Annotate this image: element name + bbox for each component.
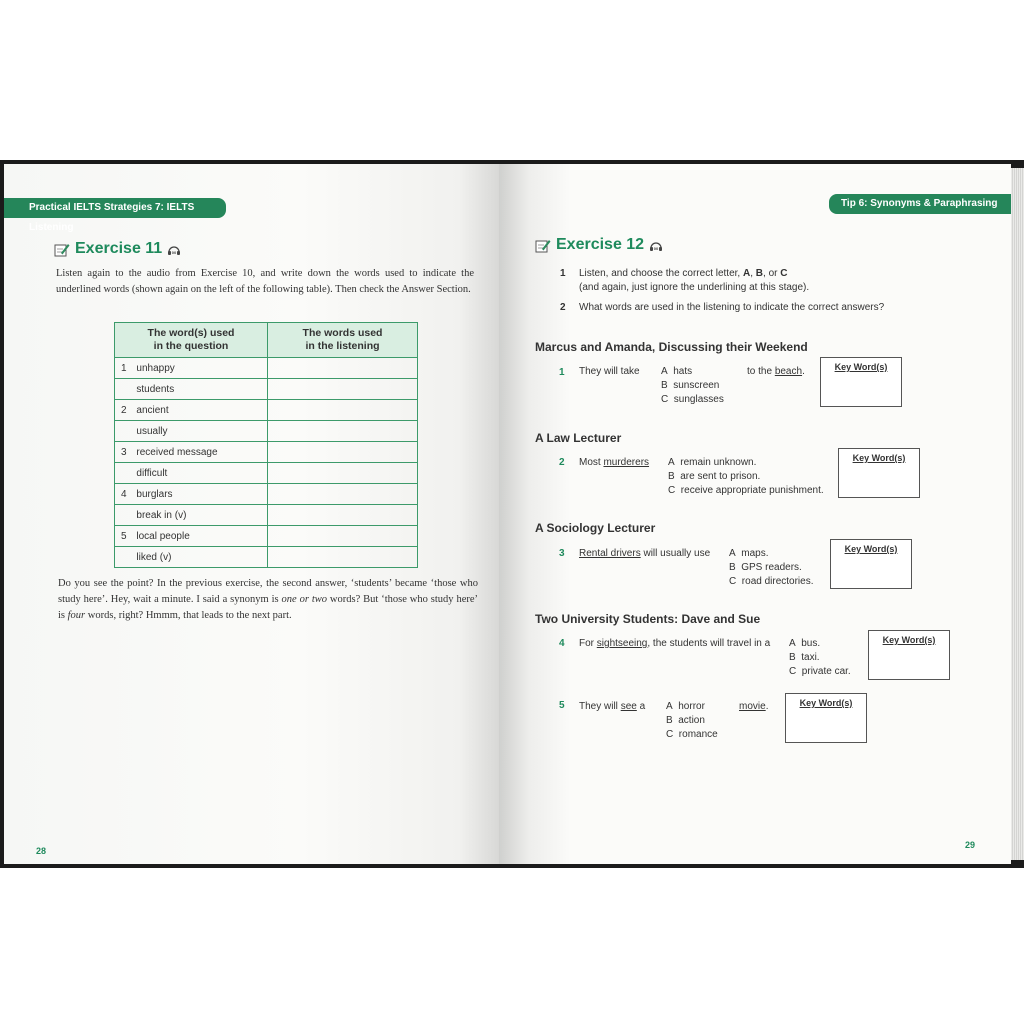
closing-text: words, right? Hmmm, that leads to the next part. [85,610,292,621]
key-words-box-5[interactable] [785,693,867,743]
headphones-cd-icon [649,240,663,251]
row-number: 2 [115,400,133,421]
page-edges [1011,168,1024,860]
q5-option-b[interactable] [666,715,705,726]
row-word: usually [132,421,267,442]
row-number: 4 [115,484,133,505]
instruction-1-line-2: (and again, just ignore the underlining at this stage). [579,282,810,293]
row-word: received message [132,442,267,463]
option-text: remain unknown. [680,457,757,468]
exercise-11-title [54,240,181,258]
underlined-word: sightseeing [596,638,648,649]
row-number: 3 [115,442,133,463]
option-letter: A [666,701,673,712]
q2-option-b[interactable] [668,471,760,482]
key-words-box-3[interactable] [830,539,912,589]
section-title-law-lecturer: A Law Lecturer [535,431,622,445]
closing-emphasis: four [67,610,86,621]
answer-cell[interactable] [268,505,418,526]
option-text: GPS readers. [741,562,802,573]
pencil-note-icon [535,238,551,253]
option-text: horror [678,701,705,712]
after-text: . [802,366,805,377]
q1-option-a[interactable] [661,366,692,377]
option-text: are sent to prison. [680,471,761,482]
closing-text: Do you see the point? In the previous exercise, the second answer, ‘students’ became ‘those who study here’. Hey, wait a minute. I said a synonym is [58,578,478,605]
left-header-banner: Practical IELTS Strategies 7: IELTS Listening [4,198,226,218]
key-words-box-4[interactable] [868,630,950,680]
instruction-2-text: What words are used in the listening to indicate the correct answers? [579,302,885,313]
row-word: unhappy [132,358,267,379]
option-text: bus. [801,638,821,649]
book-spread [0,160,1024,868]
svg-text:00: 00 [653,245,659,251]
row-word: difficult [132,463,267,484]
letter-option: A [742,268,751,279]
underlined-word: see [620,701,637,712]
underlined-word: movie [739,701,766,712]
q1-option-b[interactable] [661,380,719,391]
option-text: taxi. [801,652,820,663]
option-text: road directories. [741,576,814,587]
option-letter: A [668,457,675,468]
stem-text: They will [579,701,621,712]
closing-text: words? But ‘those who study here’ is [58,594,479,621]
row-word: burglars [132,484,267,505]
table-col-question-header [115,323,268,358]
option-letter: B [666,715,673,726]
header-line: in the question [153,340,229,352]
question-3-stem [579,548,710,559]
instruction-1-number: 1 [560,268,566,279]
exercise-11-instructions: Listen again to the audio from Exercise 10, and write down the words used to indicate the underlined words (shown again on the left of the following table). Then check the Answer Section. [56,268,474,295]
table-row [115,547,418,568]
letter-option: C [780,268,788,279]
header-line: The word(s) used [147,327,235,339]
q3-option-c[interactable] [729,576,814,587]
exercise-12-title [535,236,663,254]
key-words-label: Key Word(s) [834,362,888,372]
q3-option-a[interactable] [729,548,768,559]
option-letter: B [661,380,668,391]
stem-text: will usually use [640,548,711,559]
right-page [499,164,1011,864]
key-words-box-1[interactable] [820,357,902,407]
key-words-box-2[interactable] [838,448,920,498]
instruction-text: Listen, and choose the correct letter, [579,268,743,279]
option-letter: A [729,548,736,559]
exercise-11-label: Exercise 11 [75,240,163,257]
option-letter: C [729,576,737,587]
option-letter: A [661,366,668,377]
question-2-stem [579,457,649,468]
option-letter: C [661,394,669,405]
table-row [115,505,418,526]
q5-option-c[interactable] [666,729,718,740]
question-1-after [747,366,805,377]
question-1-number: 1 [559,367,565,378]
table-row [115,421,418,442]
row-word: local people [132,526,267,547]
header-line: The words used [302,327,383,339]
instruction-1-line-1: Listen, and choose the correct letter, A, B, or C [579,268,788,279]
option-text: receive appropriate punishment. [680,485,824,496]
option-text: sunglasses [673,394,724,405]
option-letter: B [789,652,796,663]
q4-option-a[interactable] [789,638,820,649]
row-number: 1 [115,358,133,379]
table-row [115,400,418,421]
row-word: students [132,379,267,400]
option-letter: A [789,638,796,649]
answer-cell[interactable] [268,463,418,484]
q4-option-b[interactable] [789,652,820,663]
key-words-label: Key Word(s) [882,635,936,645]
row-number [115,379,133,400]
q3-option-b[interactable] [729,562,802,573]
option-text: maps. [741,548,769,559]
answer-cell[interactable] [268,442,418,463]
table-col-listening-header [268,323,418,358]
underlined-word: beach [774,366,803,377]
table-row [115,484,418,505]
answer-cell[interactable] [268,421,418,442]
exercise-12-label: Exercise 12 [556,236,645,253]
row-number [115,421,133,442]
row-number [115,463,133,484]
row-number [115,547,133,568]
words-table [114,322,418,568]
question-5-stem [579,701,645,712]
answer-cell[interactable] [268,526,418,547]
q2-option-c[interactable] [668,485,824,496]
instruction-2-number: 2 [560,302,566,313]
key-words-label: Key Word(s) [799,698,853,708]
key-words-label: Key Word(s) [844,544,898,554]
letter-option: B [755,268,764,279]
option-text: sunscreen [673,380,720,391]
closing-emphasis: one or two [281,594,327,605]
option-text: hats [673,366,693,377]
section-title-sociology-lecturer: A Sociology Lecturer [535,521,656,535]
underlined-word: Rental drivers [579,548,641,559]
option-letter: B [729,562,736,573]
answer-cell[interactable] [268,547,418,568]
question-5-number: 5 [559,700,565,711]
closing-paragraph [58,576,478,624]
underlined-word: murderers [603,457,650,468]
q5-option-a[interactable] [666,701,705,712]
option-letter: C [668,485,676,496]
q4-option-c[interactable] [789,666,851,677]
row-number [115,505,133,526]
option-letter: B [668,471,675,482]
question-5-after [739,701,768,712]
table-row [115,358,418,379]
stem-text: , the students will travel in a [647,638,771,649]
option-text: action [678,715,705,726]
header-line: in the listening [305,340,380,352]
table-row [115,463,418,484]
after-text: . [765,701,769,712]
question-4-stem [579,638,770,649]
after-text: to the [747,366,773,377]
option-letter: C [789,666,797,677]
question-4-number: 4 [559,638,565,649]
table-row [115,442,418,463]
stem-text: a [636,701,646,712]
row-word: liked (v) [132,547,267,568]
table-row [115,526,418,547]
answer-cell[interactable] [268,400,418,421]
row-number: 5 [115,526,133,547]
key-words-label: Key Word(s) [852,453,906,463]
right-header-banner: Tip 6: Synonyms & Paraphrasing [829,194,1011,214]
q2-option-a[interactable] [668,457,756,468]
stem-text: Most [579,457,604,468]
row-word: break in (v) [132,505,267,526]
stem-text: For [579,638,597,649]
row-word: ancient [132,400,267,421]
question-3-number: 3 [559,548,565,559]
page-number-left: 28 [36,846,47,856]
answer-cell[interactable] [268,484,418,505]
page-number-right: 29 [965,840,976,850]
section-title-university-students: Two University Students: Dave and Sue [535,612,761,626]
pencil-note-icon [54,242,70,257]
question-2-number: 2 [559,457,565,468]
headphones-cd-icon [167,244,181,255]
svg-text:00: 00 [171,249,177,255]
option-text: private car. [801,666,851,677]
table-row [115,379,418,400]
question-1-stem: They will take [579,366,640,377]
option-text: romance [678,729,718,740]
option-letter: C [666,729,674,740]
answer-cell[interactable] [268,358,418,379]
answer-cell[interactable] [268,379,418,400]
section-title-marcus-amanda: Marcus and Amanda, Discussing their Weekend [535,340,808,354]
q1-option-c[interactable] [661,394,724,405]
left-page [4,164,499,864]
